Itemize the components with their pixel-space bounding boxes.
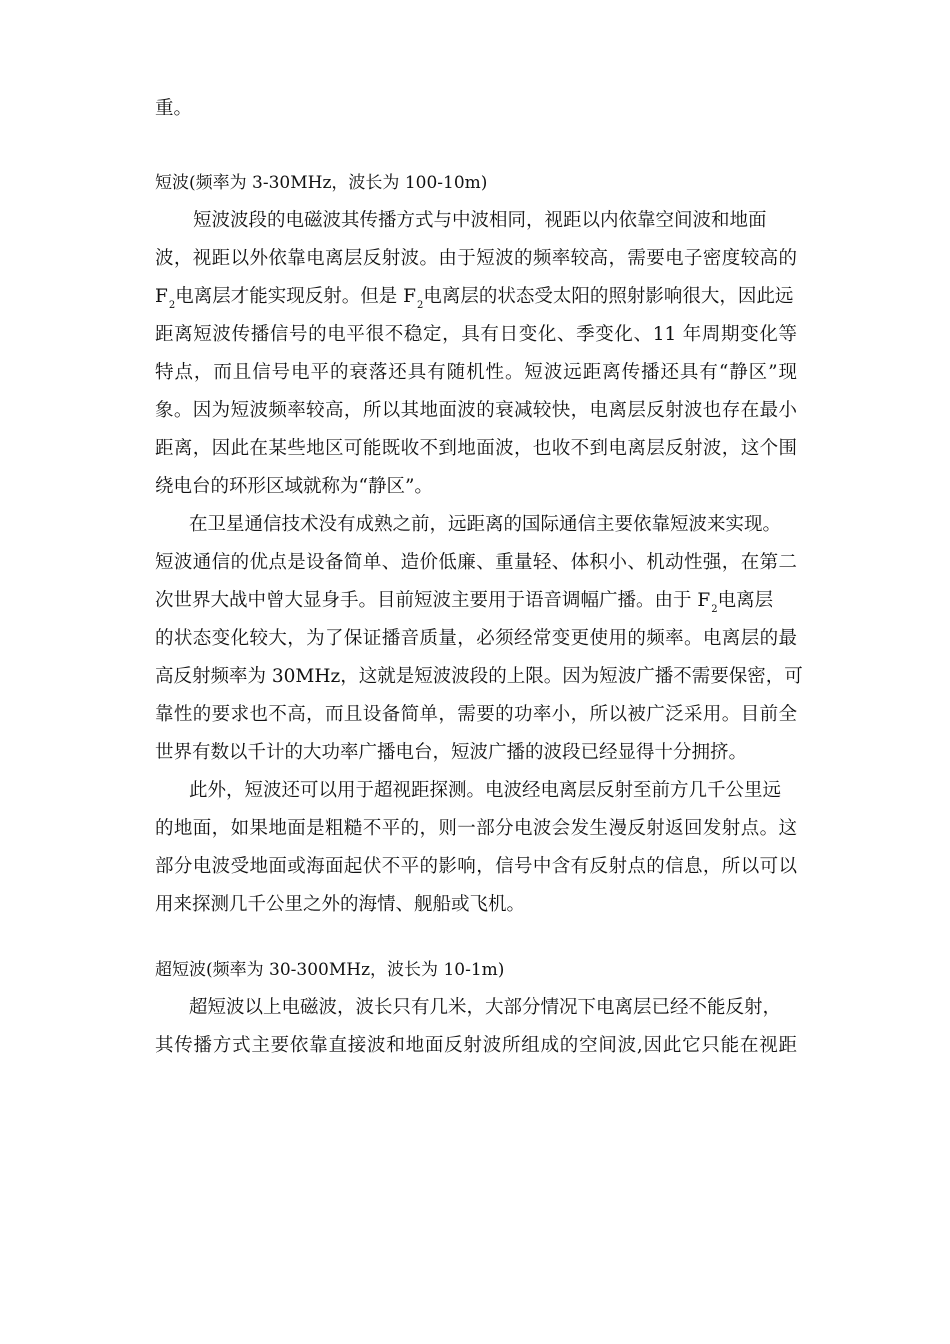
- paragraph-line: 绕电台的环形区域就称为“静区”。: [155, 476, 433, 497]
- subscript: 2: [168, 300, 176, 311]
- subscript: 2: [416, 300, 424, 311]
- text-span: F: [155, 286, 168, 307]
- text-span: 电离层才能实现反射。但是 F: [175, 286, 416, 307]
- paragraph-line: 此外，短波还可以用于超视距探测。电波经电离层反射至前方几千公里远: [189, 780, 782, 801]
- paragraph-line: 距离，因此在某些地区可能既收不到地面波，也收不到电离层反射波，这个围: [155, 438, 797, 459]
- paragraph-line: 的状态变化较大，为了保证播音质量，必须经常变更使用的频率。电离层的最: [155, 628, 797, 649]
- paragraph-line: 的地面，如果地面是粗糙不平的，则一部分电波会发生漫反射返回发射点。这: [155, 818, 797, 839]
- paragraph-line: 波，视距以外依靠电离层反射波。由于短波的频率较高，需要电子密度较高的: [155, 248, 797, 269]
- paragraph-line: 部分电波受地面或海面起伏不平的影响，信号中含有反射点的信息，所以可以: [155, 856, 797, 877]
- paragraph-line: 在卫星通信技术没有成熟之前，远距离的国际通信主要依靠短波来实现。: [189, 514, 782, 535]
- paragraph-line: 距离短波传播信号的电平很不稳定，具有日变化、季变化、11 年周期变化等: [155, 324, 797, 345]
- section-heading-ultrashortwave: 超短波(频率为 30-300MHz，波长为 10-1m): [155, 960, 505, 980]
- paragraph-line: 用来探测几千公里之外的海情、舰船或飞机。: [155, 894, 526, 915]
- paragraph-line: 象。因为短波频率较高，所以其地面波的衰减较快，电离层反射波也存在最小: [155, 400, 797, 421]
- paragraph-line: 特点，而且信号电平的衰落还具有随机性。短波远距离传播还具有“静区”现: [155, 362, 797, 383]
- paragraph-line: 短波波段的电磁波其传播方式与中波相同，视距以内依靠空间波和地面: [193, 210, 767, 231]
- paragraph-line: 超短波以上电磁波，波长只有几米，大部分情况下电离层已经不能反射，: [189, 997, 782, 1018]
- paragraph-line: 靠性的要求也不高，而且设备简单，需要的功率小，所以被广泛采用。目前全: [155, 704, 797, 725]
- paragraph-line: [155, 589, 773, 622]
- paragraph-line: 其传播方式主要依靠直接波和地面反射波所组成的空间波,因此它只能在视距: [155, 1035, 797, 1056]
- subscript: 2: [711, 604, 718, 615]
- text-span: 电离层: [717, 590, 774, 611]
- continued-text: 重。: [155, 98, 193, 119]
- paragraph-line: [155, 285, 793, 318]
- paragraph-line: 高反射频率为 30MHz，这就是短波波段的上限。因为短波广播不需要保密，可: [155, 666, 803, 687]
- section-heading-shortwave: 短波(频率为 3-30MHz，波长为 100-10m): [155, 173, 488, 193]
- paragraph-line: 短波通信的优点是设备简单、造价低廉、重量轻、体积小、机动性强，在第二: [155, 552, 797, 573]
- paragraph-line: 世界有数以千计的大功率广播电台，短波广播的波段已经显得十分拥挤。: [155, 742, 748, 763]
- text-span: 电离层的状态受太阳的照射影响很大，因此远: [423, 286, 794, 307]
- text-span: 次世界大战中曾大显身手。目前短波主要用于语音调幅广播。由于 F: [155, 590, 711, 611]
